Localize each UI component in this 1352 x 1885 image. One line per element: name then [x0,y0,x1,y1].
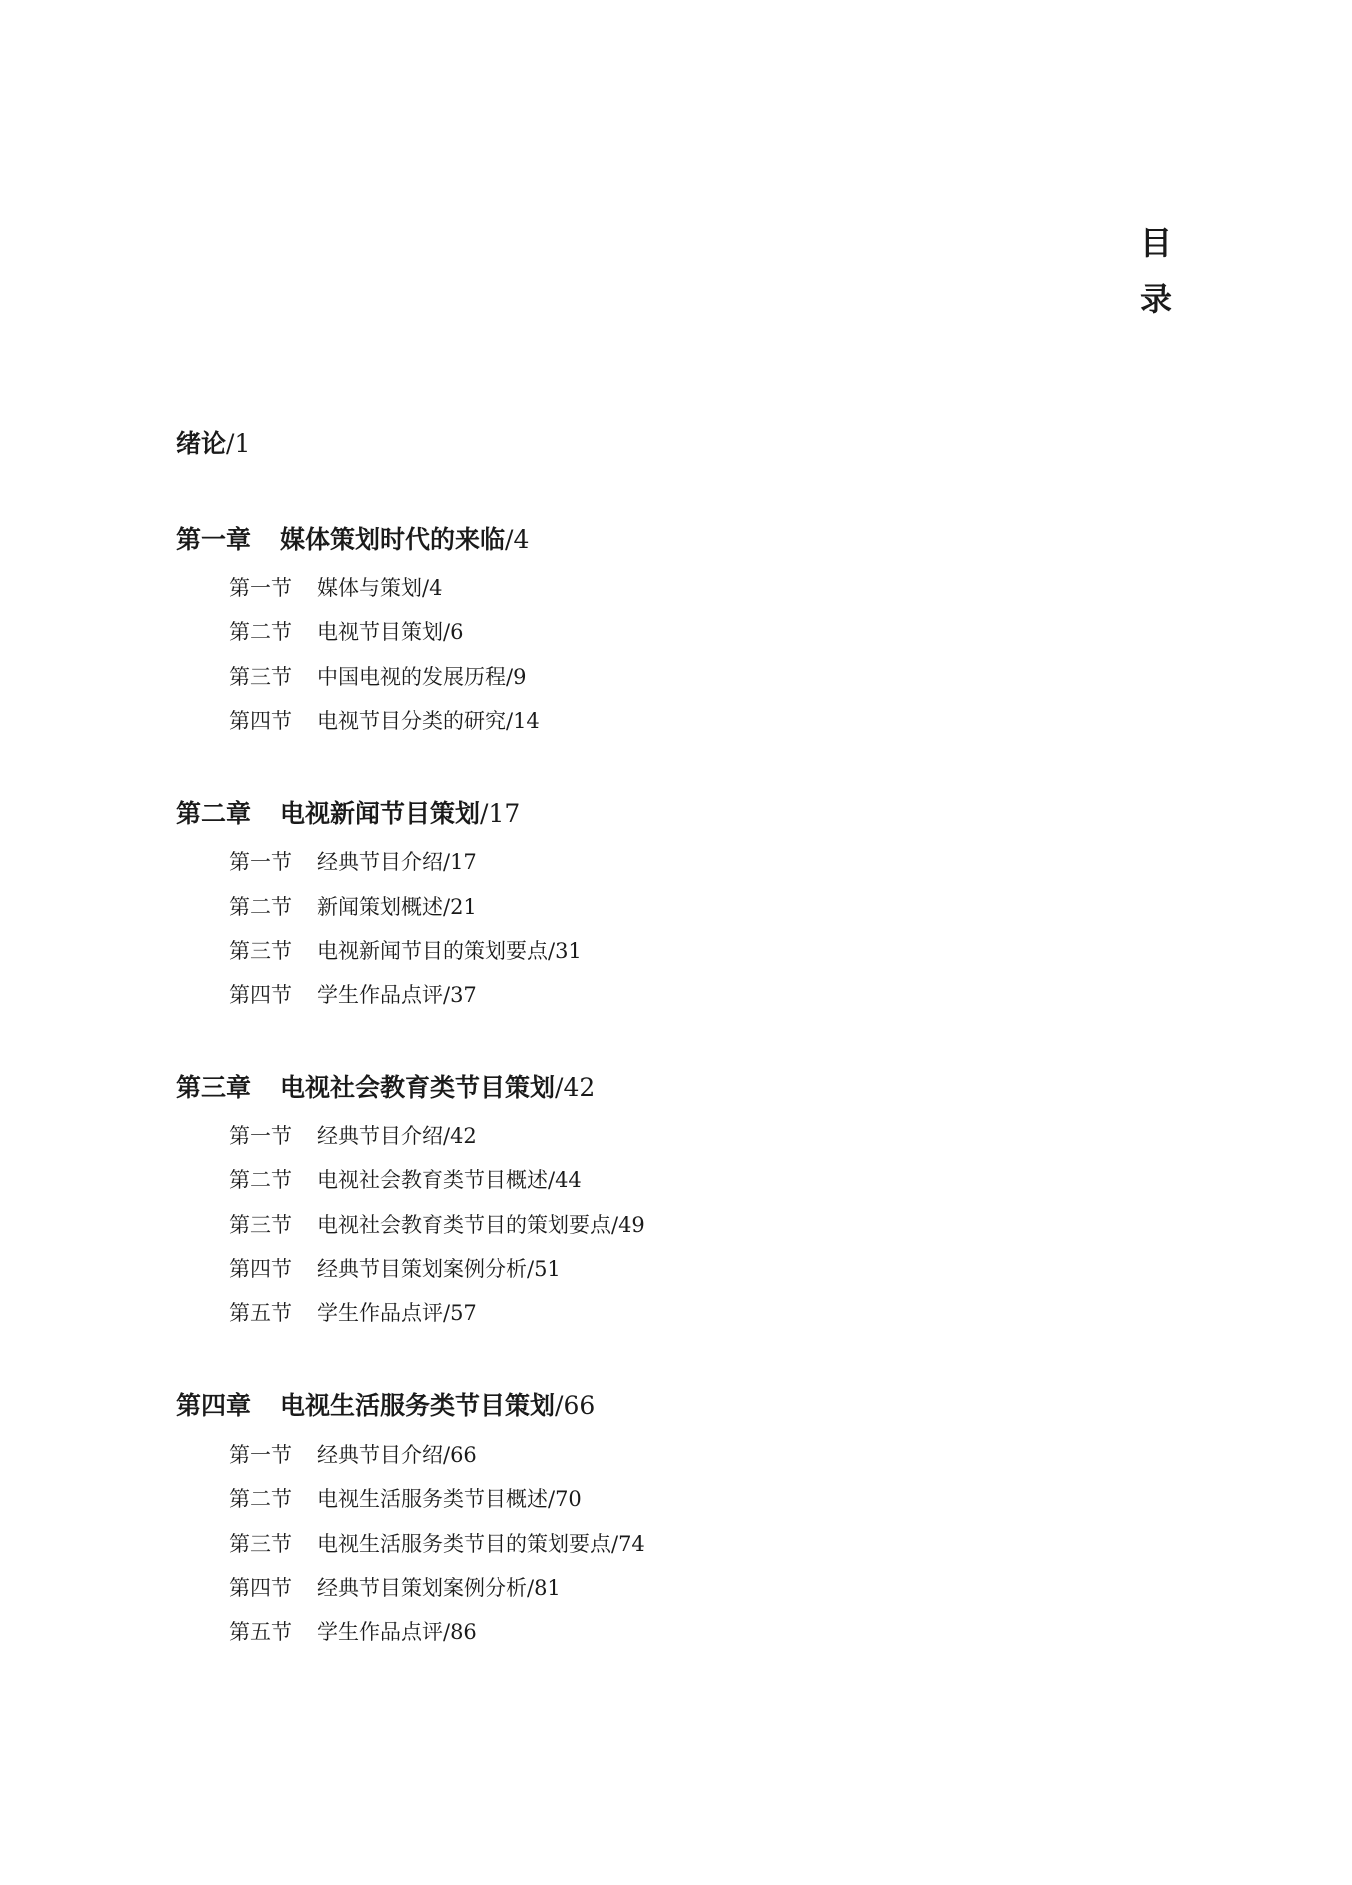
toc-section-page: /31 [548,939,582,963]
toc-section-page: /42 [443,1124,477,1148]
toc-section-label: 第一节 [229,576,292,600]
toc-chapter-title: 媒体策划时代的来临 [280,525,506,554]
toc-section-page: /81 [527,1576,561,1600]
toc-section-title: 学生作品点评 [317,983,443,1007]
toc-chapter-4[interactable] [176,1390,595,1422]
toc-chapter-title: 电视新闻节目策划 [280,799,481,828]
toc-section-3-5[interactable] [229,1298,477,1328]
toc-section-page: /17 [443,850,477,874]
toc-section-label: 第四节 [229,709,292,733]
toc-section-4-1[interactable] [229,1440,477,1470]
toc-section-page: /9 [506,665,527,689]
toc-section-label: 第四节 [229,1576,292,1600]
toc-section-label: 第二节 [229,1168,292,1192]
toc-section-1-3[interactable] [229,662,526,692]
toc-chapter-title: 电视社会教育类节目策划 [280,1073,556,1102]
toc-chapter-label: 第二章 [176,799,252,828]
toc-section-4-4[interactable] [229,1573,561,1603]
page-title-char-2: 录 [1139,280,1172,318]
toc-section-title: 新闻策划概述 [317,895,443,919]
toc-chapter-label: 第一章 [176,525,252,554]
toc-chapter-label: 第四章 [176,1391,252,1420]
toc-section-title: 经典节目介绍 [317,850,443,874]
toc-section-label: 第三节 [229,939,292,963]
toc-section-page: /49 [611,1213,645,1237]
toc-section-3-3[interactable] [229,1210,645,1240]
toc-chapter-3[interactable] [176,1072,595,1104]
toc-section-label: 第三节 [229,1532,292,1556]
toc-section-label: 第四节 [229,983,292,1007]
toc-section-page: /14 [506,709,540,733]
toc-section-label: 第五节 [229,1301,292,1325]
toc-section-title: 电视新闻节目的策划要点 [317,939,548,963]
toc-section-page: /37 [443,983,477,1007]
toc-chapter-title: 电视生活服务类节目策划 [280,1391,556,1420]
toc-section-title: 中国电视的发展历程 [317,665,506,689]
toc-section-label: 第一节 [229,1443,292,1467]
toc-section-1-2[interactable] [229,617,463,647]
toc-section-3-1[interactable] [229,1121,477,1151]
toc-section-page: /6 [443,620,464,644]
toc-section-title: 电视生活服务类节目的策划要点 [317,1532,611,1556]
toc-section-title: 经典节目策划案例分析 [317,1257,527,1281]
toc-section-4-3[interactable] [229,1529,645,1559]
toc-section-page: /21 [443,895,477,919]
toc-section-title: 电视节目分类的研究 [317,709,506,733]
toc-section-page: /44 [548,1168,582,1192]
toc-chapter-2[interactable] [176,798,520,830]
toc-section-title: 电视社会教育类节目的策划要点 [317,1213,611,1237]
toc-section-2-3[interactable] [229,936,582,966]
toc-section-label: 第四节 [229,1257,292,1281]
toc-section-3-4[interactable] [229,1254,561,1284]
toc-section-1-1[interactable] [229,573,442,603]
toc-section-title: 学生作品点评 [317,1301,443,1325]
toc-chapter-1[interactable] [176,524,529,556]
toc-section-page: /57 [443,1301,477,1325]
toc-chapter-page: /42 [555,1073,596,1102]
toc-section-label: 第二节 [229,895,292,919]
toc-section-title: 学生作品点评 [317,1620,443,1644]
toc-chapter-page: /66 [555,1391,596,1420]
toc-section-page: /86 [443,1620,477,1644]
toc-section-2-4[interactable] [229,980,477,1010]
toc-section-2-1[interactable] [229,847,477,877]
toc-chapter-page: /17 [480,799,521,828]
toc-section-page: /74 [611,1532,645,1556]
toc-entry-title: 绪论 [176,429,227,458]
page-title [1128,215,1184,327]
toc-section-2-2[interactable] [229,892,477,922]
toc-intro-entry[interactable] [176,428,250,460]
toc-section-title: 经典节目介绍 [317,1124,443,1148]
toc-section-page: /51 [527,1257,561,1281]
page-title-char-1: 目 [1139,224,1172,262]
toc-section-label: 第五节 [229,1620,292,1644]
toc-section-title: 电视社会教育类节目概述 [317,1168,548,1192]
toc-chapter-label: 第三章 [176,1073,252,1102]
toc-chapter-page: /4 [505,525,530,554]
toc-section-label: 第三节 [229,1213,292,1237]
toc-section-3-2[interactable] [229,1165,582,1195]
toc-section-title: 电视生活服务类节目概述 [317,1487,548,1511]
toc-section-label: 第三节 [229,665,292,689]
toc-section-title: 电视节目策划 [317,620,443,644]
toc-section-label: 第二节 [229,1487,292,1511]
toc-section-label: 第二节 [229,620,292,644]
toc-section-label: 第一节 [229,1124,292,1148]
toc-section-title: 经典节目策划案例分析 [317,1576,527,1600]
toc-section-title: 经典节目介绍 [317,1443,443,1467]
toc-section-4-2[interactable] [229,1484,582,1514]
toc-section-title: 媒体与策划 [317,576,422,600]
toc-section-label: 第一节 [229,850,292,874]
toc-section-1-4[interactable] [229,706,540,736]
toc-section-page: /66 [443,1443,477,1467]
toc-section-4-5[interactable] [229,1617,477,1647]
toc-entry-page: /1 [226,429,251,458]
toc-section-page: /4 [422,576,443,600]
toc-section-page: /70 [548,1487,582,1511]
